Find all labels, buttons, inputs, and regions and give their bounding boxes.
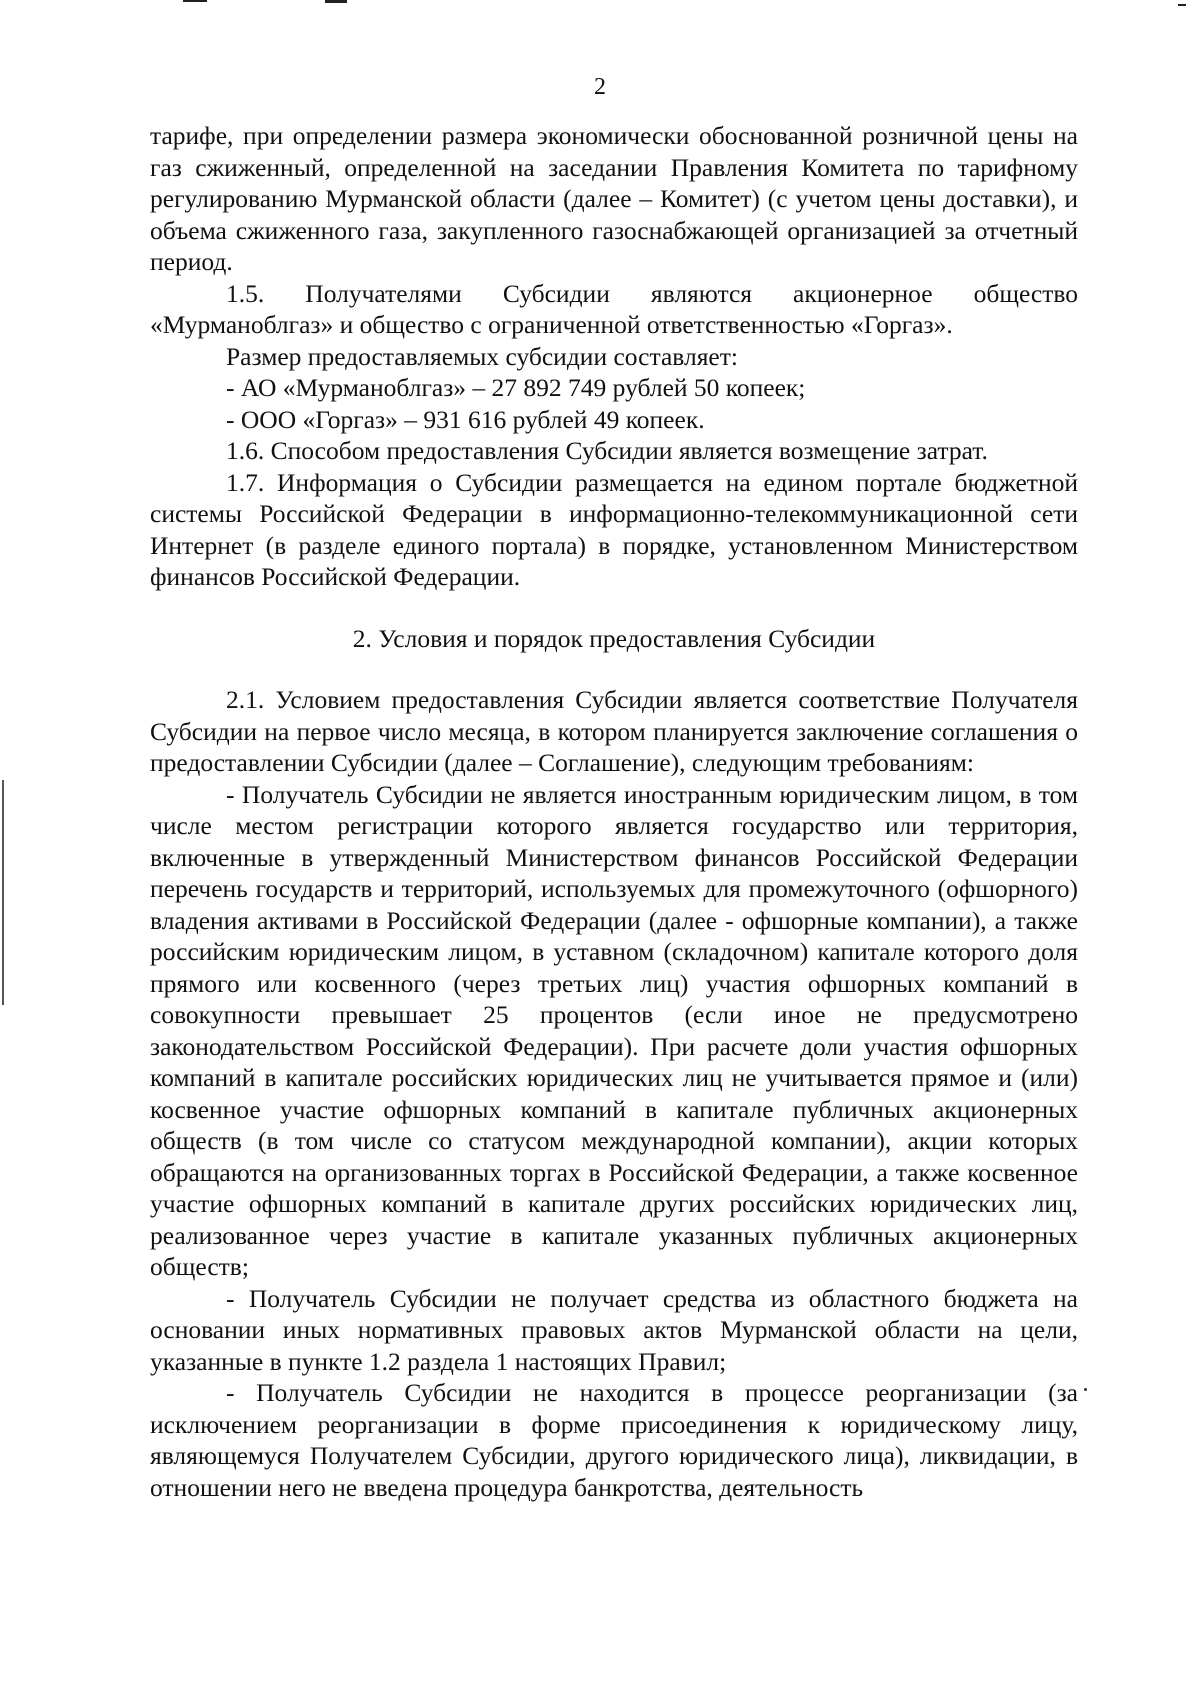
paragraph-1-5: 1.5. Получателями Субсидии являются акционерное общество «Мурманоблгаз» и общество с ограниченной ответственностью «Горгаз».: [150, 278, 1078, 339]
section-heading: 2. Условия и порядок предоставления Субсидии: [352, 623, 876, 653]
page-number: 2: [594, 74, 606, 100]
paragraph-requirement-reorganization: - Получатель Субсидии не находится в процессе реорганизации (за исключением реорганизации в форме присоединения к юридическому лицу, являющемуся Получателем Субсидии, другого юридического лица), ликвидации, в отношении него не введена процедура банкротства, деятельность: [150, 1378, 1078, 1502]
scan-edge-line: [2, 780, 4, 1005]
paragraph-amount-murmanoblgaz: - АО «Мурманоблгаз» – 27 892 749 рублей 50 копеек;: [226, 373, 806, 402]
paragraph-1-6: 1.6. Способом предоставления Субсидии является возмещение затрат.: [226, 436, 988, 465]
paragraph-2-1: 2.1. Условием предоставления Субсидии является соответствие Получателя Субсидии на первое число месяца, в котором планируется заключение соглашения о предоставлении Субсидии (далее – Соглашение), следующим требованиям:: [150, 685, 1078, 777]
paragraph-requirement-budget: - Получатель Субсидии не получает средства из областного бюджета на основании иных нормативных правовых актов Мурманской области на цели, указанные в пункте 1.2 раздела 1 настоящих Правил;: [150, 1283, 1078, 1376]
paragraph-1-7: 1.7. Информация о Субсидии размещается на едином портале бюджетной системы Российской Федерации в информационно-телекоммуникационной сети Интернет (в разделе единого портала) в порядке, установленном Министерством финансов Российской Федерации.: [150, 467, 1078, 591]
paragraph-requirement-offshore: - Получатель Субсидии не является иностранным юридическим лицом, в том числе местом регистрации которого является государство или территория, включенные в утвержденный Министерством финансов Российской Федерации перечень государств и территорий, используемых для промежуточного (офшорного) владения активами в Российской Федерации (далее - офшорные компании), а также российским юридическим лицом, в уставном (складочном) капитале которого доля прямого или косвенного (через третьих лиц) участия офшорных компаний в совокупности превышает 25 процентов (если иное не предусмотрено законодательством Российской Федерации). При расчете доли участия офшорных компаний в капитале российских юридических лиц не учитывается прямое и (или) косвенное участие офшорных компаний в капитале публичных акционерных обществ (в том числе со статусом международной компании), акции которых обращаются на организованных торгах в Российской Федерации, а также косвенное участие офшорных компаний в капитале других российских юридических лиц, реализованное через участие в капитале указанных публичных акционерных обществ;: [150, 779, 1078, 1281]
document-body: [150, 120, 1078, 1503]
scan-artifact: [183, 0, 207, 2]
paragraph-subsidy-amount: Размер предоставляемых субсидии составляет:: [226, 341, 738, 371]
scan-dot: [1084, 1388, 1087, 1391]
scan-artifact: [1178, 4, 1186, 6]
paragraph-tariff-continuation: тарифе, при определении размера экономически обоснованной розничной цены на газ сжиженный, определенной на заседании Правления Комитета по тарифному регулированию Мурманской области (далее – Комитет) (с учетом цены доставки), и объема сжиженного газа, закупленного газоснабжающей организацией за отчетный период.: [150, 121, 1078, 276]
paragraph-amount-gorgaz: - ООО «Горгаз» – 931 616 рублей 49 копеек.: [226, 404, 705, 434]
scan-artifact: [325, 0, 347, 3]
